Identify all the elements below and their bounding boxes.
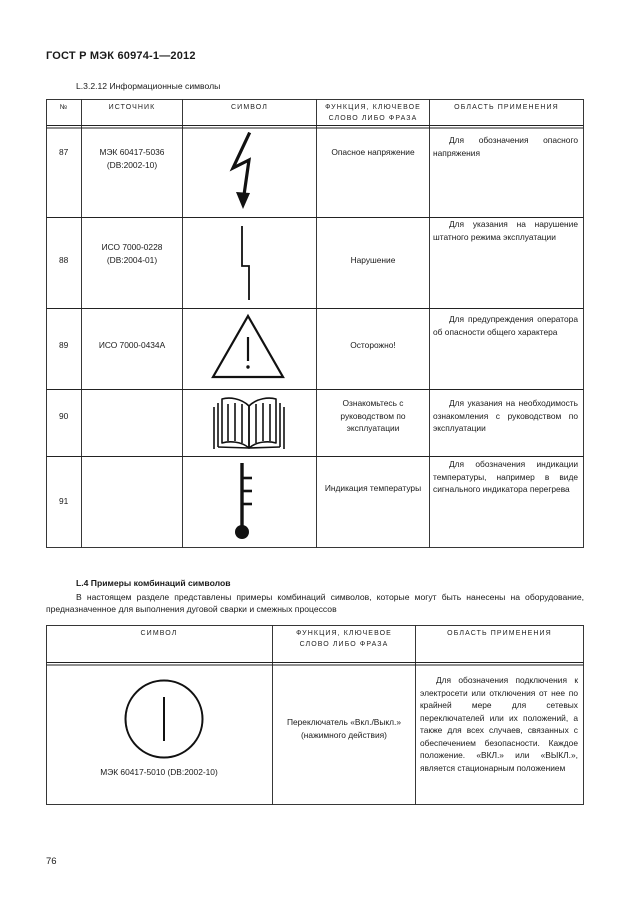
table2-function: Переключатель «Вкл./Выкл.» (нажимного действия) (286, 717, 402, 740)
table2-area: Для обозначения подключения к электросети или отключения от нее по крайней мере для сетевых переключателей или их положений, а также для всех случаев, связанных с обеспечением безопасности. Каждое положение. «ВКЛ.» или «ВЫКЛ.», является стационарным положением (420, 675, 578, 773)
table2-header-area: ОБЛАСТЬ ПРИМЕНЕНИЯ (447, 630, 552, 637)
row-87-function: Опасное напряжение (331, 147, 415, 157)
row-88-number: 88 (59, 255, 69, 265)
row-89-area: Для предупреждения оператора об опасности общего характера (433, 314, 578, 337)
row-88-source: ИСО 7000-0228 (DB:2004-01) (101, 242, 163, 265)
row-90-function: Ознакомьтесь с руководством по эксплуатации (340, 398, 406, 433)
row-88-area: Для указания на нарушение штатного режима эксплуатации (433, 219, 578, 242)
table2-header-symbol: СИМВОЛ (140, 630, 178, 637)
warning-triangle-icon (210, 313, 286, 380)
table1-header-source: ИСТОЧНИК (108, 104, 156, 111)
row-90-number: 90 (59, 411, 69, 421)
page-number: 76 (46, 856, 57, 867)
row-89-number: 89 (59, 340, 69, 350)
row-87-area: Для обозначения опасного напряжения (433, 135, 578, 158)
row-87-source: МЭК 60417-5036 (DB:2002-10) (99, 147, 165, 170)
section-title: L.4 Примеры комбинаций символов (76, 578, 231, 588)
section-text: В настоящем разделе представлены примеры комбинаций символов, которые могут быть нанесены на оборудование, предназначенное для выполнения дуговой сварки и смежных процессов (46, 592, 584, 615)
row-91-function: Индикация температуры (324, 483, 422, 493)
table1-header-number: № (59, 104, 69, 111)
document-title: ГОСТ Р МЭК 60974-1—2012 (46, 50, 196, 62)
row-89-function: Осторожно! (350, 340, 396, 350)
table2-header-function: ФУНКЦИЯ, КЛЮЧЕВОЕ СЛОВО ЛИБО ФРАЗА (296, 630, 392, 648)
row-91-number: 91 (59, 496, 69, 506)
table1-caption: L.3.2.12 Информационные символы (76, 81, 221, 91)
row-87-number: 87 (59, 147, 69, 157)
malfunction-icon (232, 224, 258, 302)
thermometer-icon (230, 461, 264, 543)
row-90-area: Для указания на необходимость ознакомления с руководством по эксплуатации (433, 398, 578, 433)
power-switch-icon (122, 677, 206, 761)
row-91-area: Для обозначения индикации температуры, например в виде сигнального индикатора перегрева (433, 459, 578, 494)
table1-header-symbol: СИМВОЛ (231, 104, 268, 111)
table2-symbol-source: МЭК 60417-5010 (DB:2002-10) (100, 767, 218, 777)
table1-header-function: ФУНКЦИЯ, КЛЮЧЕВОЕ СЛОВО ЛИБО ФРАЗА (325, 104, 421, 122)
table1-header-area: ОБЛАСТЬ ПРИМЕНЕНИЯ (454, 104, 559, 111)
high-voltage-lightning-icon (225, 132, 269, 212)
row-89-source: ИСО 7000-0434А (98, 340, 166, 350)
open-manual-book-icon (213, 393, 285, 451)
row-88-function: Нарушение (350, 255, 396, 265)
